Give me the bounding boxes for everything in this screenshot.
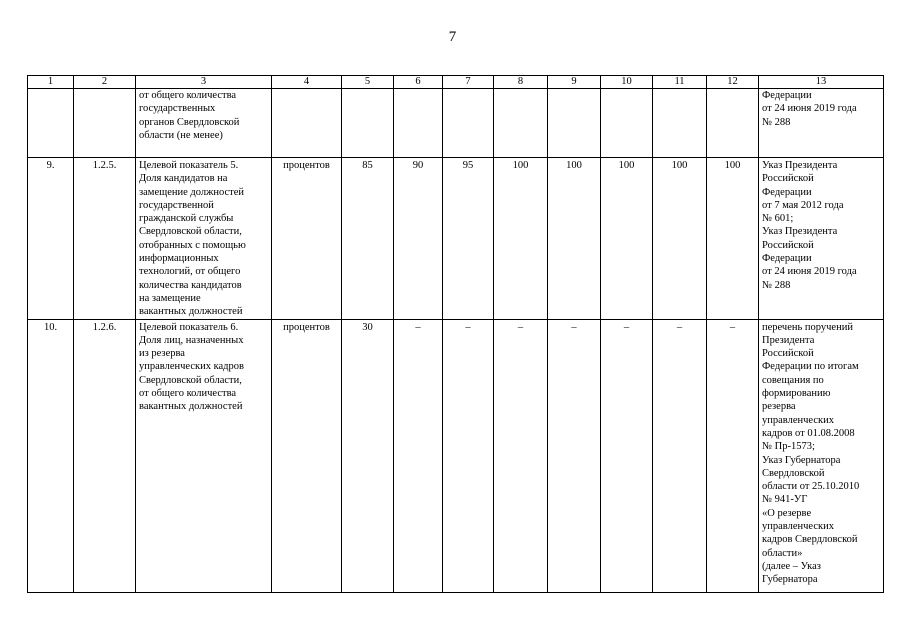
header-cell: 8	[494, 76, 548, 89]
header-cell: 6	[394, 76, 443, 89]
value-cell: 100	[494, 158, 548, 320]
header-cell: 7	[443, 76, 494, 89]
description-cell: Целевой показатель 6. Доля лиц, назначенных из резерва управленческих кадров Свердловской области, от общего количества вакантных должностей	[136, 319, 272, 592]
value-cell: –	[707, 319, 759, 592]
header-cell: 3	[136, 76, 272, 89]
description-cell: Целевой показатель 5. Доля кандидатов на замещение должностей государственной гражданской службы Свердловской области, отобранных с помощью информационных технологий, от общего количества кандидатов на замещение вакантных должностей	[136, 158, 272, 320]
value-cell: 95	[443, 158, 494, 320]
value-cell: –	[601, 319, 653, 592]
value-cell	[601, 89, 653, 158]
table-row	[28, 319, 884, 592]
header-cell: 2	[74, 76, 136, 89]
header-cell: 9	[548, 76, 601, 89]
header-cell: 1	[28, 76, 74, 89]
table-row	[28, 89, 884, 158]
indicators-table	[27, 75, 884, 593]
table-row	[28, 158, 884, 320]
header-cell: 12	[707, 76, 759, 89]
value-cell	[548, 89, 601, 158]
source-cell: Указ Президента Российской Федерации от 7 мая 2012 года № 601; Указ Президента Российской Федерации от 24 июня 2019 года № 288	[759, 158, 884, 320]
header-cell: 5	[342, 76, 394, 89]
value-cell	[443, 89, 494, 158]
description-cell: от общего количества государственных органов Свердловской области (не менее)	[136, 89, 272, 158]
unit-cell: процентов	[272, 158, 342, 320]
value-cell: –	[394, 319, 443, 592]
source-cell: Федерации от 24 июня 2019 года № 288	[759, 89, 884, 158]
value-cell	[653, 89, 707, 158]
source-cell: перечень поручений Президента Российской Федерации по итогам совещания по формированию резерва управленческих кадров от 01.08.2008 № Пр-1573; Указ Губернатора Свердловской области от 25.10.2010 № 941-УГ «О резерве управленческих кадров Свердловской области» (далее – Указ Губернатора	[759, 319, 884, 592]
value-cell: 100	[707, 158, 759, 320]
row-number-cell	[28, 89, 74, 158]
code-cell: 1.2.5.	[74, 158, 136, 320]
unit-cell	[272, 89, 342, 158]
value-cell: 90	[394, 158, 443, 320]
unit-cell: процентов	[272, 319, 342, 592]
value-cell: 30	[342, 319, 394, 592]
code-cell	[74, 89, 136, 158]
row-number-cell: 10.	[28, 319, 74, 592]
value-cell	[707, 89, 759, 158]
header-cell: 13	[759, 76, 884, 89]
value-cell: 100	[653, 158, 707, 320]
header-cell: 10	[601, 76, 653, 89]
value-cell	[342, 89, 394, 158]
value-cell: –	[494, 319, 548, 592]
value-cell: –	[443, 319, 494, 592]
value-cell: –	[653, 319, 707, 592]
value-cell: 100	[601, 158, 653, 320]
table-header-row	[28, 76, 884, 89]
header-cell: 11	[653, 76, 707, 89]
value-cell: 100	[548, 158, 601, 320]
page-number: 7	[448, 29, 457, 45]
row-number-cell: 9.	[28, 158, 74, 320]
value-cell	[394, 89, 443, 158]
header-cell: 4	[272, 76, 342, 89]
code-cell: 1.2.6.	[74, 319, 136, 592]
value-cell: –	[548, 319, 601, 592]
value-cell	[494, 89, 548, 158]
value-cell: 85	[342, 158, 394, 320]
